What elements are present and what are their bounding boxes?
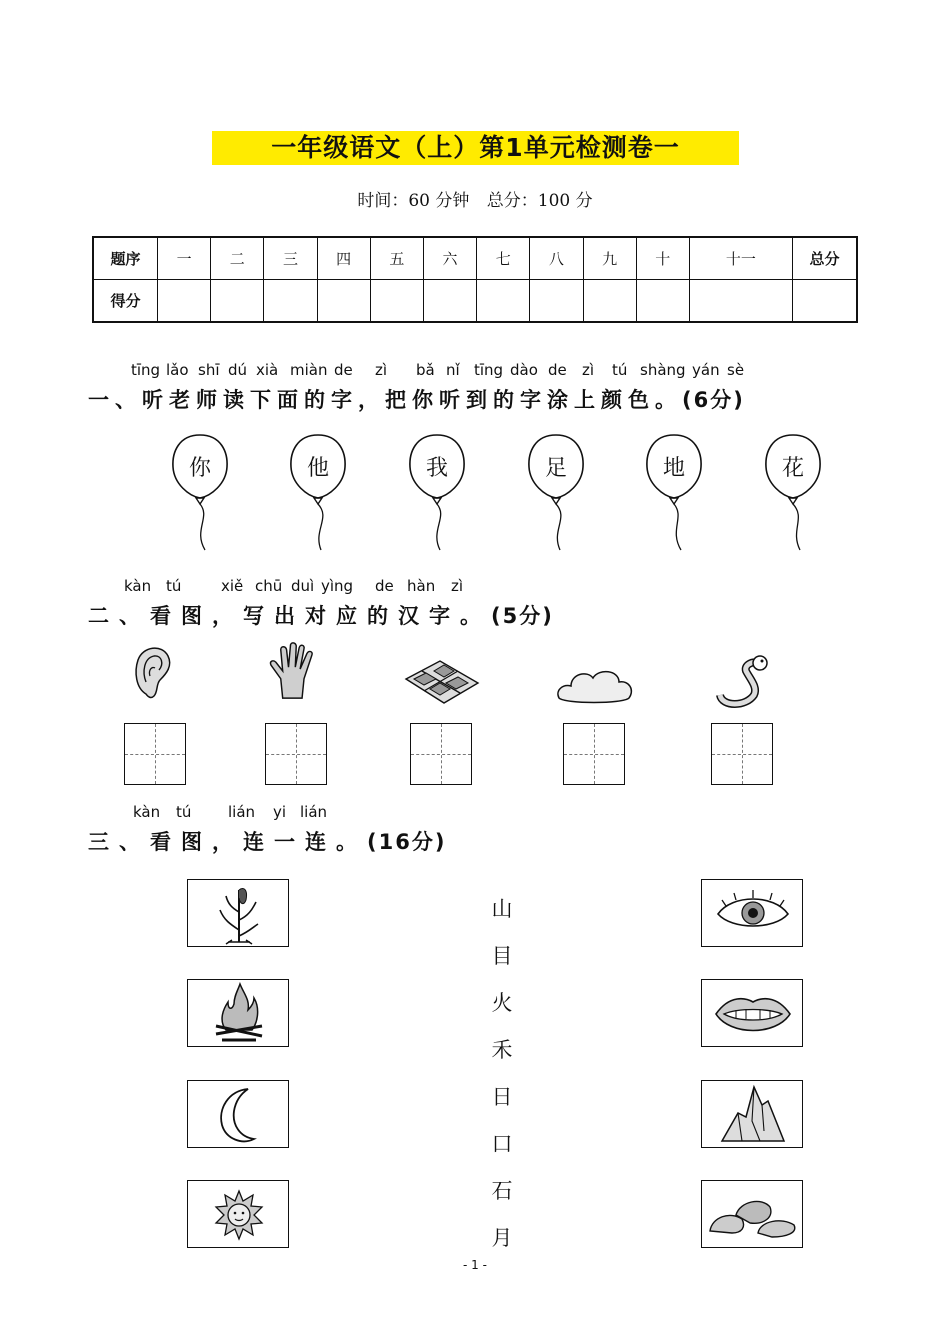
q3-heading — [88, 826, 446, 856]
score-cell[interactable] — [793, 280, 858, 323]
page-number: - 1 - — [463, 1258, 487, 1272]
pinyin: yi — [273, 803, 287, 821]
pinyin: sè — [727, 361, 745, 379]
balloon-char: 地 — [662, 456, 685, 481]
pinyin: xià — [256, 361, 279, 379]
score-cell[interactable] — [264, 280, 317, 323]
moon-icon — [188, 1081, 290, 1149]
score-table-score-row — [93, 280, 857, 323]
pinyin: yán — [692, 361, 720, 379]
row-label-score: 得分 — [93, 280, 158, 323]
pinyin: tú — [176, 803, 192, 821]
score-cell[interactable] — [636, 280, 689, 323]
eye-icon — [702, 880, 804, 948]
balloon-char: 我 — [425, 456, 448, 481]
pinyin: duì — [291, 577, 315, 595]
pinyin: shī — [198, 361, 220, 379]
balloon[interactable] — [171, 432, 241, 562]
q2-score: (5分) — [491, 604, 554, 628]
pinyin: tīng — [131, 361, 161, 379]
page-title: 一年级语文（上）第1单元检测卷一 — [271, 133, 680, 162]
pinyin: hàn — [407, 577, 436, 595]
pinyin: zì — [451, 577, 464, 595]
score-table — [92, 236, 858, 323]
q2-pinyin — [0, 577, 950, 597]
pinyin: kàn — [133, 803, 161, 821]
writing-box[interactable] — [563, 723, 625, 785]
col-header: 八 — [530, 237, 583, 280]
pinyin: xiě — [221, 577, 244, 595]
mountain-icon — [702, 1081, 804, 1149]
pinyin: bǎ — [416, 361, 435, 379]
col-header: 三 — [264, 237, 317, 280]
exam-time: 时间：60 分钟 — [357, 191, 470, 211]
pinyin: kàn — [124, 577, 152, 595]
pinyin: lǎo — [166, 361, 189, 379]
balloon[interactable] — [527, 432, 597, 562]
picture-card[interactable] — [701, 1080, 803, 1148]
col-header: 五 — [370, 237, 423, 280]
balloon[interactable] — [764, 432, 834, 562]
picture-card[interactable] — [187, 979, 289, 1047]
score-cell[interactable] — [317, 280, 370, 323]
match-word[interactable]: 日 — [491, 1085, 513, 1109]
q1-pinyin — [0, 361, 950, 381]
q2-title: 二、看图，写出对应的汉字。 — [88, 604, 491, 628]
score-cell[interactable] — [530, 280, 583, 323]
pinyin: tīng — [474, 361, 504, 379]
col-header: 四 — [317, 237, 370, 280]
pinyin: dào — [510, 361, 538, 379]
q1-score: (6分) — [682, 388, 745, 412]
balloon-char: 花 — [781, 456, 804, 481]
match-word[interactable]: 口 — [491, 1132, 513, 1156]
col-header: 二 — [211, 237, 264, 280]
balloon[interactable] — [408, 432, 478, 562]
match-word[interactable]: 火 — [491, 991, 513, 1015]
pinyin: de — [548, 361, 567, 379]
pinyin: chū — [255, 577, 283, 595]
sun-icon — [188, 1181, 290, 1249]
pinyin: miàn — [290, 361, 328, 379]
pinyin: lián — [228, 803, 256, 821]
match-word[interactable]: 石 — [491, 1179, 513, 1203]
writing-box[interactable] — [410, 723, 472, 785]
row-label-order: 题序 — [93, 237, 158, 280]
balloon[interactable] — [645, 432, 715, 562]
picture-card[interactable] — [701, 1180, 803, 1248]
pinyin: de — [375, 577, 394, 595]
picture-card[interactable] — [701, 979, 803, 1047]
score-table-header-row — [93, 237, 857, 280]
score-cell[interactable] — [370, 280, 423, 323]
pinyin: tú — [612, 361, 628, 379]
pinyin: zì — [375, 361, 388, 379]
col-header: 九 — [583, 237, 636, 280]
pinyin: shàng — [640, 361, 686, 379]
col-header: 六 — [423, 237, 476, 280]
cloud-icon — [553, 654, 637, 716]
picture-card[interactable] — [187, 1080, 289, 1148]
field-icon — [400, 648, 484, 710]
balloon-char: 足 — [544, 456, 567, 481]
match-word[interactable]: 山 — [491, 897, 513, 921]
match-word[interactable]: 禾 — [491, 1038, 513, 1062]
stone-icon — [702, 1181, 804, 1249]
q3-score: (16分) — [367, 830, 447, 854]
fire-icon — [188, 980, 290, 1048]
grain-icon — [188, 880, 290, 948]
picture-card[interactable] — [701, 879, 803, 947]
pinyin: yìng — [321, 577, 354, 595]
worm-icon — [712, 650, 796, 712]
balloon[interactable] — [289, 432, 359, 562]
writing-box[interactable] — [711, 723, 773, 785]
mouth-icon — [702, 980, 804, 1048]
pinyin: lián — [300, 803, 328, 821]
q2-heading — [88, 600, 554, 630]
balloon-char: 你 — [188, 456, 211, 481]
col-header: 十 — [636, 237, 689, 280]
score-cell[interactable] — [423, 280, 476, 323]
picture-card[interactable] — [187, 879, 289, 947]
q1-title: 一、听老师读下面的字，把你听到的字涂上颜色。 — [88, 388, 682, 412]
writing-box[interactable] — [124, 723, 186, 785]
pinyin: tú — [166, 577, 182, 595]
balloon-char: 他 — [306, 456, 329, 481]
col-header-total: 总分 — [793, 237, 858, 280]
col-header: 一 — [158, 237, 211, 280]
pinyin: de — [334, 361, 353, 379]
exam-total: 总分：100 分 — [486, 191, 593, 211]
q1-heading — [88, 384, 745, 414]
writing-box[interactable] — [265, 723, 327, 785]
match-word[interactable]: 月 — [491, 1226, 513, 1250]
exam-meta — [0, 186, 950, 211]
q3-pinyin — [0, 803, 950, 823]
score-cell[interactable] — [583, 280, 636, 323]
pinyin: zì — [582, 361, 595, 379]
q3-title: 三、看图，连一连。 — [88, 830, 367, 854]
score-cell[interactable] — [689, 280, 792, 323]
col-header: 十一 — [689, 237, 792, 280]
ear-icon — [128, 642, 212, 704]
col-header: 七 — [477, 237, 530, 280]
score-cell[interactable] — [477, 280, 530, 323]
score-cell[interactable] — [211, 280, 264, 323]
hand-icon — [262, 640, 346, 702]
pinyin: dú — [228, 361, 248, 379]
picture-card[interactable] — [187, 1180, 289, 1248]
match-word[interactable]: 目 — [491, 944, 513, 968]
score-cell[interactable] — [158, 280, 211, 323]
pinyin: nǐ — [446, 361, 460, 379]
